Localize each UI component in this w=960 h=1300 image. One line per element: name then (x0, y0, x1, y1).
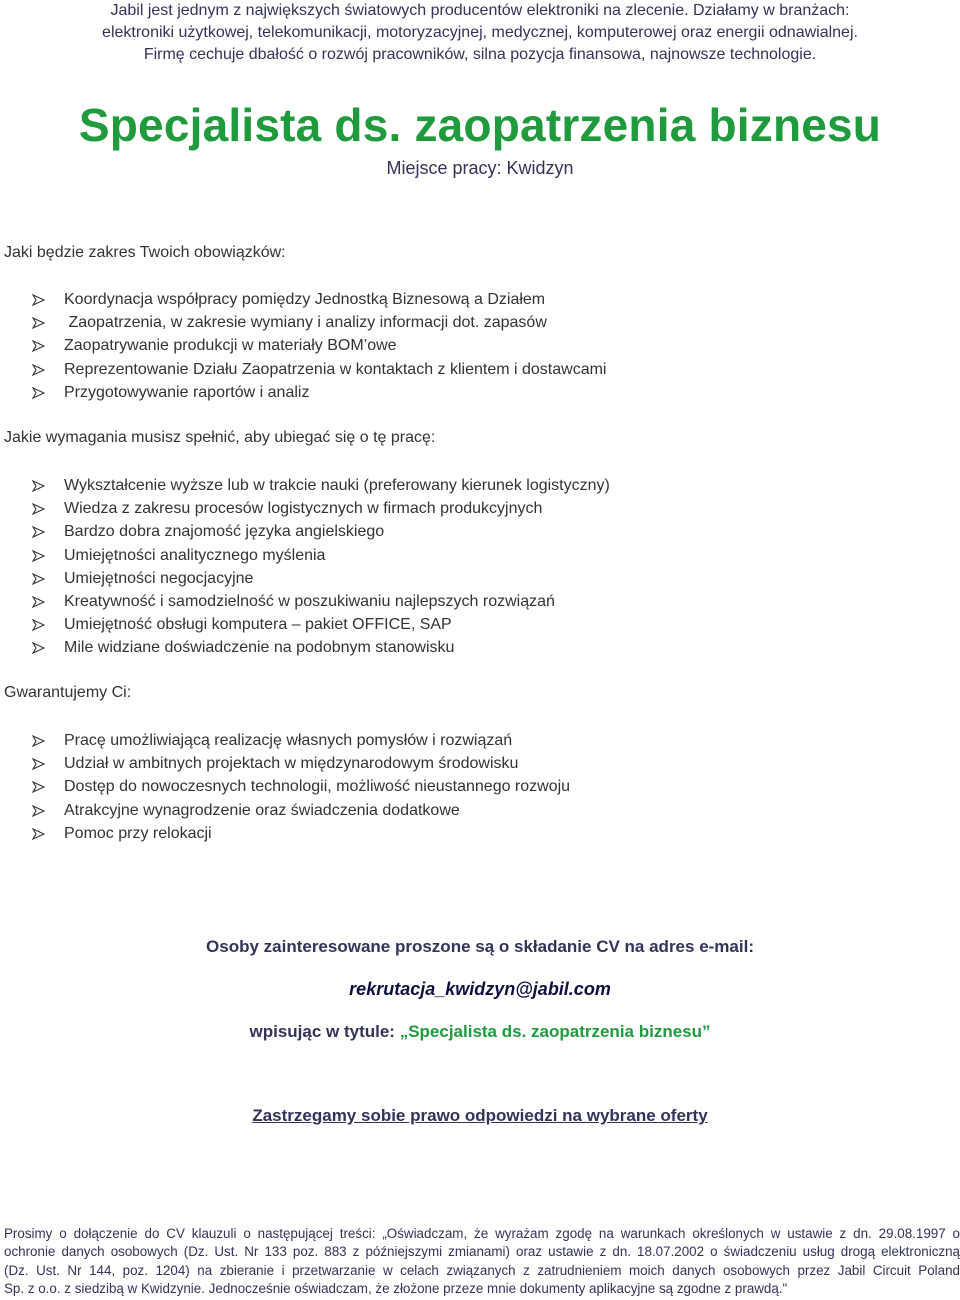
offer-list (32, 729, 570, 845)
list-item (32, 520, 610, 543)
list-item-text: Wykształcenie wyższe lub w trakcie nauki (preferowany kierunek logistyczny) (64, 477, 610, 494)
list-item (32, 636, 610, 659)
list-item (32, 799, 570, 822)
list-item-text: Umiejętności negocjacyjne (64, 569, 254, 587)
subject-value: „Specjalista ds. zaopatrzenia biznesu” (399, 1022, 711, 1041)
list-item (32, 288, 606, 311)
arrowhead-bullet-icon (32, 642, 45, 654)
arrowhead-bullet-icon (32, 550, 45, 562)
list-item (32, 567, 610, 590)
list-item (32, 381, 606, 404)
list-item-text: Reprezentowanie Działu Zaopatrzenia w kontaktach z klientem i dostawcami (64, 360, 607, 378)
consent-line: ochronie danych osobowych (Dz. Ust. Nr 133 poz. 883 z późniejszymi zmianami) oraz ustawie z dn. 18.07.2002 o świadczeniu usług drogą elektroniczną (4, 1244, 960, 1260)
list-item-text: Pomoc przy relokacji (64, 824, 212, 842)
list-item-text: Zaopatrzenia, w zakresie wymiany i analizy informacji dot. zapasów (64, 314, 547, 332)
arrowhead-bullet-icon (32, 387, 45, 399)
intro-line: Firmę cechuje dbałość o rozwój pracowników, silna pozycja finansowa, najnowsze technologie. (143, 46, 817, 63)
list-item-text: Pracę umożliwiającą realizację własnych pomysłów i rozwiązań (64, 732, 513, 749)
list-item-text: Dostęp do nowoczesnych technologii, możliwość nieustannego rozwoju (64, 778, 571, 796)
responsibilities-heading: Jaki będzie zakres Twoich obowiązków: (4, 244, 286, 261)
arrowhead-bullet-icon (32, 758, 45, 770)
arrowhead-bullet-icon (32, 781, 45, 793)
arrowhead-bullet-icon (32, 364, 45, 376)
arrowhead-bullet-icon (32, 340, 45, 352)
list-item (32, 358, 606, 381)
application-invite: Osoby zainteresowane proszone są o składanie CV na adres e-mail: (206, 937, 754, 956)
arrowhead-bullet-icon (32, 526, 45, 538)
list-item (32, 729, 570, 752)
list-item-text: Zaopatrywanie produkcji w materiały BOM’owe (64, 337, 397, 355)
list-item (32, 334, 606, 357)
list-item-text: Przygotowywanie raportów i analiz (64, 383, 310, 401)
offer-heading: Gwarantujemy Ci: (4, 684, 132, 701)
intro-paragraph (0, 0, 960, 66)
list-item-text: Bardzo dobra znajomość języka angielskiego (64, 523, 385, 541)
arrowhead-bullet-icon (32, 503, 45, 515)
reserve-note: Zastrzegamy sobie prawo odpowiedzi na wybrane oferty (252, 1106, 708, 1125)
list-item-text: Umiejętności analitycznego myślenia (64, 546, 326, 564)
responsibilities-list (32, 288, 606, 404)
list-item-text: Udział w ambitnych projektach w międzynarodowym środowisku (64, 755, 519, 773)
list-item-text: Wiedza z zakresu procesów logistycznych w firmach produkcyjnych (64, 500, 543, 518)
job-location: Miejsce pracy: Kwidzyn (386, 158, 574, 178)
email-link[interactable]: rekrutacja_kwidzyn@jabil.com (349, 979, 611, 999)
list-item (32, 474, 610, 497)
arrowhead-bullet-icon (32, 805, 45, 817)
requirements-list (32, 474, 610, 660)
list-item (32, 775, 570, 798)
subject-line (0, 1020, 960, 1044)
subject-prefix: wpisując w tytule: (249, 1022, 400, 1041)
list-item-text: Umiejętność obsługi komputera – pakiet OFFICE, SAP (64, 616, 452, 634)
requirements-heading: Jakie wymagania musisz spełnić, aby ubiegać się o tę pracę: (4, 429, 436, 446)
job-title: Specjalista ds. zaopatrzenia biznesu (78, 99, 882, 151)
intro-line: Jabil jest jednym z największych światowych producentów elektroniki na zlecenie. Działamy w branżach: (110, 2, 850, 19)
list-item-text: Kreatywność i samodzielność w poszukiwaniu najlepszych rozwiązań (64, 593, 555, 611)
list-item (32, 822, 570, 845)
list-item (32, 752, 570, 775)
list-item-text: Koordynacja współpracy pomiędzy Jednostką Biznesową a Działem (64, 291, 546, 308)
email-line (0, 977, 960, 1002)
consent-line: Prosimy o dołączenie do CV klauzuli o następującej treści: „Oświadczam, że wyrażam zgodę na warunkach określonych w ustawie z dn. 29.08.1997 o (4, 1226, 960, 1241)
list-item-text: Atrakcyjne wynagrodzenie oraz świadczenia dodatkowe (64, 801, 460, 819)
list-item-text: Mile widziane doświadczenie na podobnym stanowisku (64, 639, 455, 657)
arrowhead-bullet-icon (32, 294, 45, 306)
arrowhead-bullet-icon (32, 317, 45, 329)
list-item (32, 497, 610, 520)
list-item (32, 544, 610, 567)
list-item (32, 311, 606, 334)
arrowhead-bullet-icon (32, 735, 45, 747)
list-item (32, 590, 610, 613)
list-item (32, 613, 610, 636)
consent-clause (4, 1225, 960, 1299)
consent-line: Sp. z o.o. z siedzibą w Kwidzynie. Jednocześnie oświadczam, że złożone przeze mnie dokumenty aplikacyjne są zgodne z prawdą." (4, 1281, 788, 1297)
arrowhead-bullet-icon (32, 480, 45, 492)
intro-line: elektroniki użytkowej, telekomunikacji, motoryzacyjnej, medycznej, komputerowej oraz energii odnawialnej. (102, 24, 858, 41)
consent-line: (Dz. Ust. Nr 144, poz. 1204) na zbieranie i przetwarzanie w celach związanych z zatrudnieniem moich danych osobowych przez Jabil Circuit Poland (4, 1262, 960, 1278)
arrowhead-bullet-icon (32, 596, 45, 608)
arrowhead-bullet-icon (32, 573, 45, 585)
arrowhead-bullet-icon (32, 828, 45, 840)
arrowhead-bullet-icon (32, 619, 45, 631)
